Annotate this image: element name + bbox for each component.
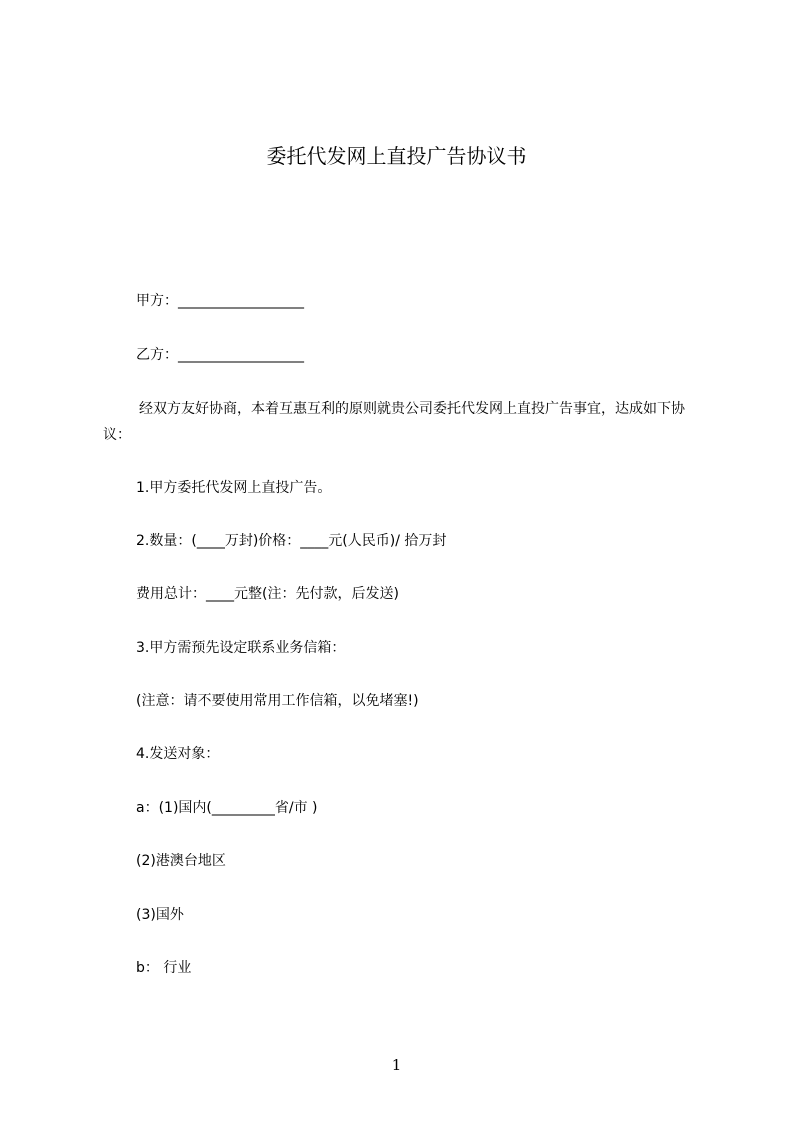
- page-number: 1: [391, 1056, 402, 1074]
- party-b-line: 乙方：__________________: [136, 347, 304, 363]
- clause-3: 3.甲方需预先设定联系业务信箱：: [136, 640, 346, 656]
- clause-2-total-cost: 费用总计：____元整(注：先付款，后发送): [136, 586, 399, 602]
- clause-2-quantity-price: 2.数量：(____万封)价格：____元(人民币)/ 拾万封: [136, 533, 447, 549]
- clause-3-note: (注意：请不要使用常用工作信箱，以免堵塞!): [136, 693, 419, 709]
- document-title: 委托代发网上直投广告协议书: [266, 144, 527, 168]
- clause-4-b-industry: b： 行业: [136, 960, 192, 976]
- clause-4: 4.发送对象：: [136, 746, 220, 762]
- clause-4-overseas: (3)国外: [136, 907, 184, 923]
- clause-4-hk-macau-taiwan: (2)港澳台地区: [136, 853, 226, 869]
- intro-paragraph: 经双方友好协商，本着互惠互利的原则就贵公司委托代发网上直投广告事宜，达成如下协议：: [103, 401, 685, 443]
- party-a-line: 甲方：__________________: [136, 293, 304, 309]
- clause-4-a-domestic: a：(1)国内(_________省/市 ): [136, 800, 318, 816]
- clause-1: 1.甲方委托代发网上直投广告。: [136, 480, 332, 496]
